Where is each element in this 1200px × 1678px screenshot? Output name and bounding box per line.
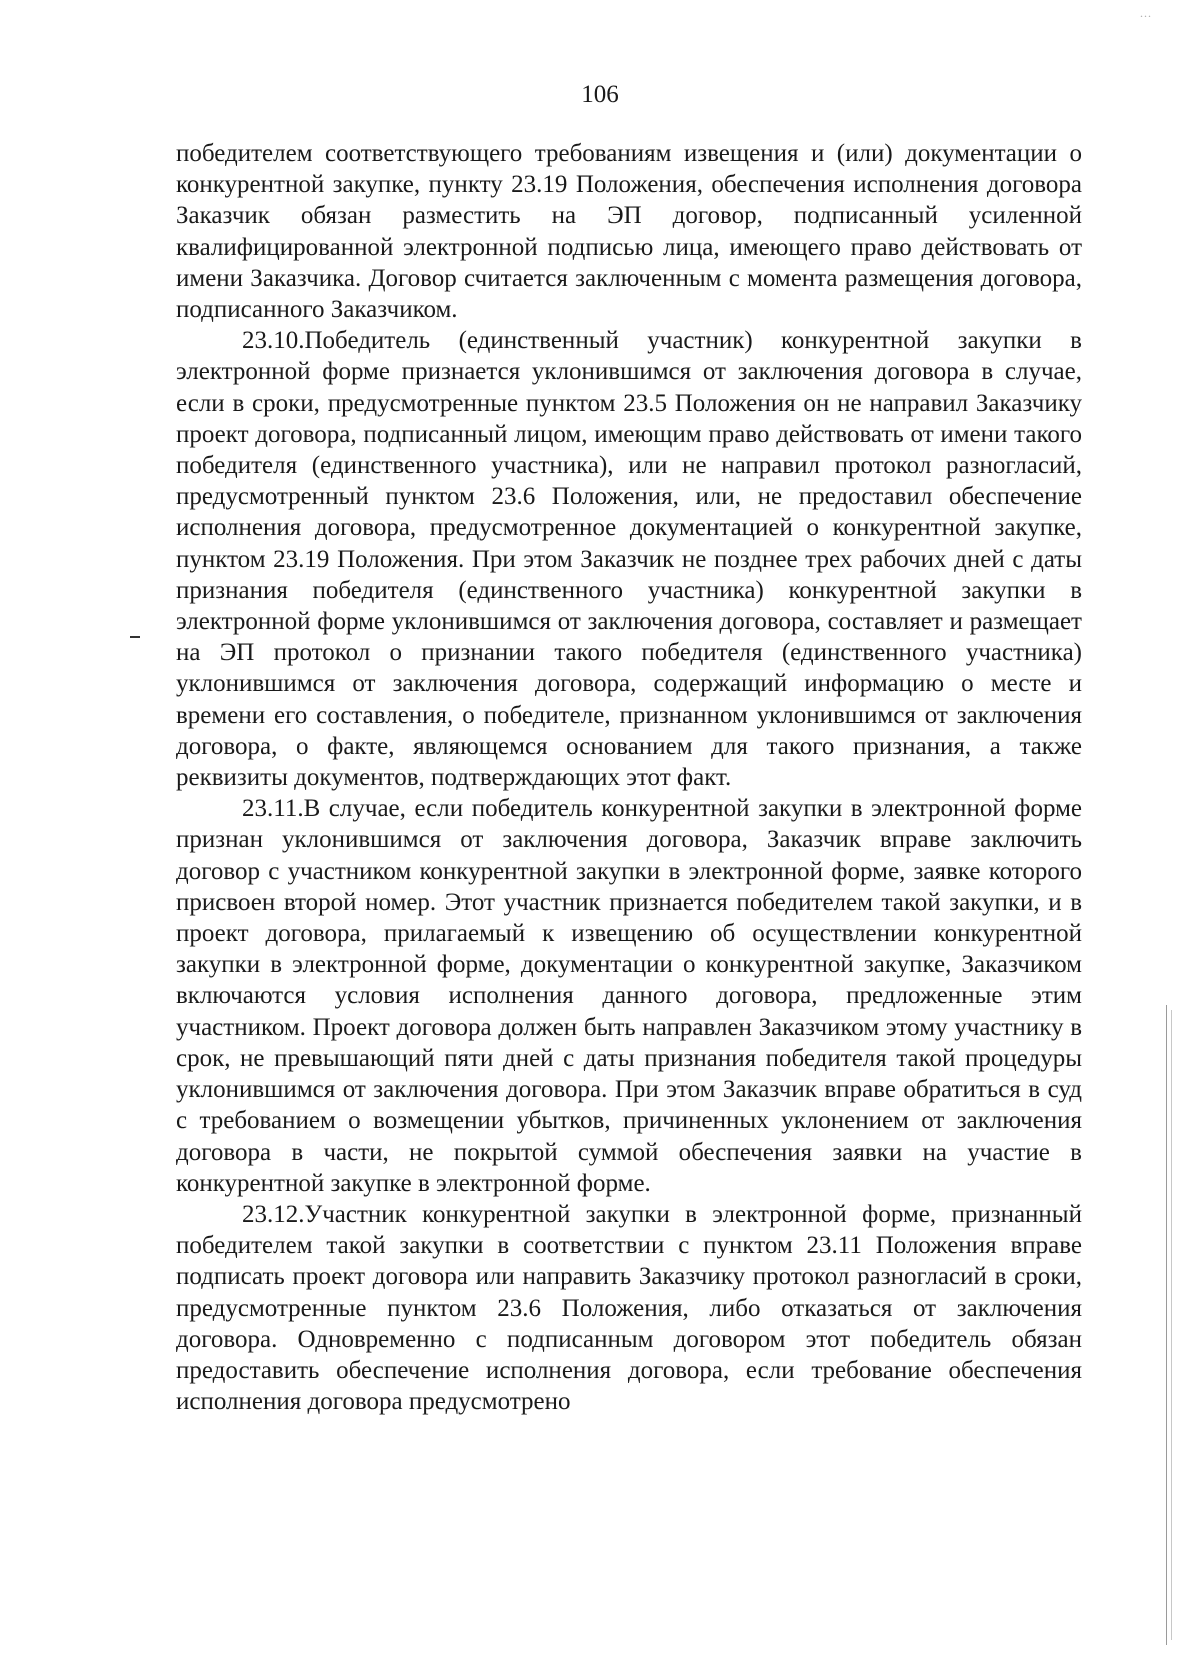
paragraph-23-11: 23.11.В случае, если победитель конкурентной закупки в электронной форме признан уклонившимся от заключения договора, Заказчик вправе заключить договор с участником конкурентной закупки в электронной форме, заявке которого присвоен второй номер. Этот участник признается победителем такой закупки, и в проект договора, прилагаемый к извещению об осуществлении конкурентной закупки в электронной форме, документации о конкурентной закупке, Заказчиком включаются условия исполнения данного договора, предложенные этим участником. Проект договора должен быть направлен Заказчиком этому участнику в срок, не превышающий пяти дней с даты признания победителя такой процедуры уклонившимся от заключения договора. При этом Заказчик вправе обратиться в суд с требованием о возмещении убытков, причиненных уклонением от заключения договора в части, не покрытой суммой обеспечения заявки на участие в конкурентной закупке в электронной форме.	[176, 795, 1082, 1197]
scan-edge-line-secondary	[1171, 1010, 1172, 1640]
paragraph-23-12: 23.12.Участник конкурентной закупки в электронной форме, признанный победителем такой закупки в соответствии с пунктом 23.11 Положения вправе подписать проект договора или направить Заказчику протокол разногласий в сроки, предусмотренные пунктом 23.6 Положения, либо отказаться от заключения договора. Одновременно с подписанным договором этот победитель обязан предоставить обеспечение исполнения договора, если требование обеспечения исполнения договора предусмотрено	[176, 1200, 1082, 1416]
corner-scan-mark: ...	[1140, 6, 1152, 20]
page-number: 106	[581, 81, 619, 108]
paragraph-23-10: 23.10.Победитель (единственный участник) конкурентной закупки в электронной форме признается уклонившимся от заключения договора в случае, если в сроки, предусмотренные пунктом 23.5 Положения он не направил Заказчику проект договора, подписанный лицом, имеющим право действовать от имени такого победителя (единственного участника), или не направил протокол разногласий, предусмотренный пунктом 23.6 Положения, или, не предоставил обеспечение исполнения договора, предусмотренное документацией о конкурентной закупке, пунктом 23.19 Положения. При этом Заказчик не позднее трех рабочих дней с даты признания победителя (единственного участника) конкурентной закупки в электронной форме уклонившимся от заключения договора, составляет и размещает на ЭП протокол о признании такого победителя (единственного участника) уклонившимся от заключения договора, содержащий информацию о месте и времени его составления, о победителе, признанном уклонившимся от заключения договора, о факте, являющемся основанием для такого признания, а также реквизиты документов, подтверждающих этот факт.	[176, 327, 1082, 792]
document-body	[176, 138, 1082, 1417]
paragraph-continuation: победителем соответствующего требованиям извещения и (или) документации о конкурентной закупке, пункту 23.19 Положения, обеспечения исполнения договора Заказчик обязан разместить на ЭП договор, подписанный усиленной квалифицированной электронной подписью лица, имеющего право действовать от имени Заказчика. Договор считается заключенным с момента размещения договора, подписанного Заказчиком.	[176, 140, 1082, 324]
scan-edge-line	[1166, 1005, 1167, 1645]
margin-dash-mark	[130, 636, 140, 638]
